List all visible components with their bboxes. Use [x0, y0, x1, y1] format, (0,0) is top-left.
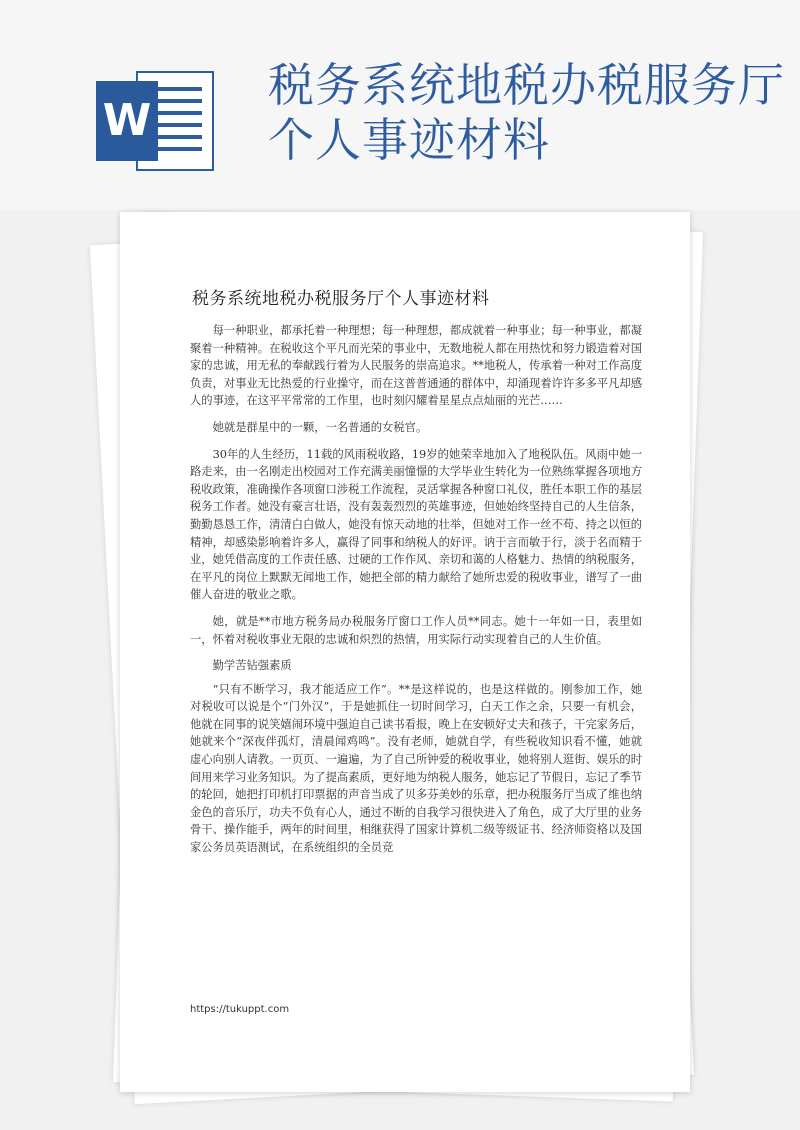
- section-heading: 勤学苦钻强素质: [212, 659, 292, 673]
- header-title: 税务系统地税办税服务厅个人事迹材料: [268, 58, 785, 167]
- paragraph: 每一种职业，都承托着一种理想；每一种理想，都成就着一种事业；每一种事业，都凝聚着一种精神。在税收这个平凡而光荣的事业中，无数地税人都在用热忱和努力锻造着对国家的忠诚，用无私的奉献践行着为人民服务的崇高追求。**地税人，传承着一种对工作高度负责，对事业无比热爱的行业操守，而在这普普通通的群体中，却涌现着许许多多平凡却感人的事迹，在这平平常常的工作里，也时刻闪耀着星星点点灿丽的光芒……: [190, 324, 642, 408]
- footer-url: https://tukuppt.com: [190, 1004, 290, 1015]
- document-body: [190, 322, 642, 866]
- word-badge: [96, 81, 158, 161]
- paragraph: 她，就是**市地方税务局办税服务厅窗口工作人员**同志。她十一年如一日，表里如一，怀着对税收事业无限的忠诚和炽烈的热情，用实际行动实现着自己的人生价值。: [190, 614, 642, 646]
- paragraph: 30年的人生经历，11载的风雨税收路，19岁的她荣幸地加入了地税队伍。风雨中她一路走来，由一名刚走出校园对工作充满美丽憧憬的大学毕业生转化为一位熟练掌握各项地方税收政策，准确操作各项窗口涉税工作流程，灵活掌握各种窗口礼仪，胜任本职工作的基层税务工作者。她没有豪言壮语，没有轰轰烈烈的英雄事迹，但她始终坚持自己的人生信条，勤勤恳恳工作，清清白白做人，她没有惊天动地的壮举，但她对工作一丝不苟、持之以恒的精神，却感染影响着许多人，赢得了同事和纳税人的好评。讷于言而敏于行，淡于名而精于业，她凭借高度的工作责任感、过硬的工作作风、亲切和蔼的人格魅力、热情的纳税服务，在平凡的岗位上默默无闻地工作，她把全部的精力献给了她所忠爱的税收事业，谱写了一曲催人奋进的敬业之歌。: [190, 447, 642, 602]
- header-banner: [0, 0, 800, 210]
- paragraph: 她就是群星中的一颗，一名普通的女税官。: [212, 420, 428, 434]
- document-page: [120, 212, 690, 1092]
- word-document-icon: [96, 71, 214, 171]
- document-title: 税务系统地税办税服务厅个人事迹材料: [192, 289, 490, 309]
- word-letter: W: [102, 95, 152, 146]
- paragraph: “只有不断学习，我才能适应工作”。**是这样说的，也是这样做的。刚参加工作，她对税收可以说是个“门外汉”，于是她抓住一切时间学习，白天工作之余，只要一有机会，他就在同事的说笑嬉闹环境中强迫自己读书看报，晚上在安顿好丈夫和孩子，干完家务后，她就来个“深夜伴孤灯，清晨闻鸡鸣”。没有老师，她就自学，有些税收知识看不懂，她就虚心向别人请教。一页页、一遍遍，为了自己所钟爱的税收事业，她将别人逛街、娱乐的时间用来学习业务知识。为了提高素质，更好地为纳税人服务，她忘记了节假日，忘记了季节的轮回，她把打印机打印票据的声音当成了贝多芬美妙的乐章，把办税服务厅当成了维也纳金色的音乐厅，功夫不负有心人，通过不断的自我学习很快进入了角色，成了大厅里的业务骨干、操作能手，两年的时间里，相继获得了国家计算机二级等级证书、经济师资格以及国家公务员英语测试，在系统组织的全员竞: [190, 682, 642, 855]
